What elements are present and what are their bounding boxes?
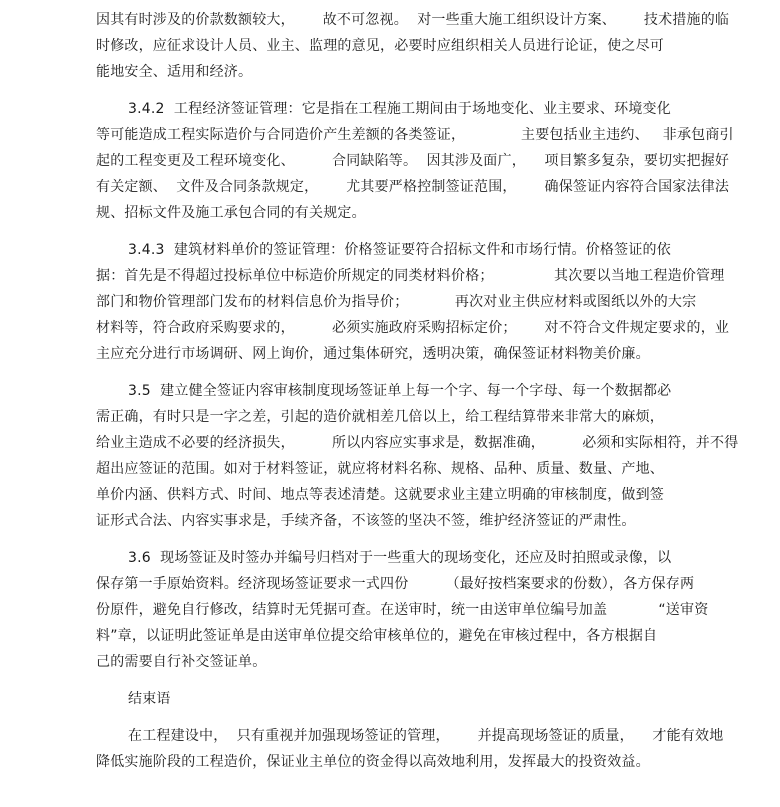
paragraph-line: 给业主造成不必要的经济损失， 所以内容应实事求是，数据准确， 必须和实际相符，并不得 [96,435,739,451]
paragraph-line: 降低实施阶段的工程造价，保证业主单位的资金得以高效地利用，发挥最大的投资效益。 [96,754,650,770]
paragraph-line: 料”章，以证明此签证单是由送审单位提交给审核单位的，避免在审核过程中，各方根据自 [96,628,658,644]
paragraph-line: 主应充分进行市场调研、网上询价，通过集体研究，透明决策，确保签证材料物美价廉。 [96,346,650,362]
paragraph-line: 等可能造成工程实际造价与合同造价产生差额的各类签证， 主要包括业主违约、 非承包商引 [96,127,734,143]
section-3-4-3-line: 3.4.3 建筑材料单价的签证管理：价格签证要符合招标文件和市场行情。价格签证的依 [128,242,671,258]
paragraph-line: 需正确，有时只是一字之差，引起的造价就相差几倍以上，给工程结算带来非常大的麻烦， [96,409,664,425]
section-3-4-2-line: 3.4.2 工程经济签证管理：它是指在工程施工期间由于场地变化、业主要求、环境变化 [128,101,671,117]
section-3-6-line: 3.6 现场签证及时签办并编号归档对于一些重大的现场变化，还应及时拍照或录像，以 [128,550,672,566]
paragraph-line: 保存第一手原始资料。经济现场签证要求一式四份 （最好按档案要求的份数），各方保存两 [96,576,695,592]
paragraph-line: 在工程建设中， 只有重视并加强现场签证的管理， 并提高现场签证的质量， 才能有效地 [128,728,724,744]
paragraph-line: 起的工程变更及工程环境变化、 合同缺陷等。 因其涉及面广， 项目繁多复杂，要切实把握好 [96,153,730,169]
paragraph-line: 证形式合法、内容实事求是，手续齐备，不该签的坚决不签，维护经济签证的严肃性。 [96,513,636,529]
paragraph-line: 材料等，符合政府采购要求的， 必须实施政府采购招标定价； 对不符合文件规定要求的，业 [96,320,730,336]
paragraph-line: 份原件，避免自行修改，结算时无凭据可查。在送审时，统一由送审单位编号加盖 “送审资 [96,602,709,618]
paragraph-line: 因其有时涉及的价款数额较大， 故不可忽视。 对一些重大施工组织设计方案、 技术措施的临 [96,12,730,28]
paragraph-line: 有关定额、 文件及合同条款规定， 尤其要严格控制签证范围， 确保签证内容符合国家法律法 [96,179,730,195]
paragraph-line: 时修改，应征求设计人员、业主、监理的意见，必要时应组织相关人员进行论证，使之尽可 [96,38,664,54]
paragraph-line: 部门和物价管理部门发布的材料信息价为指导价； 再次对业主供应材料或图纸以外的大宗 [96,294,697,310]
conclusion-heading: 结束语 [128,691,171,707]
paragraph-line: 超出应签证的范围。如对于材料签证，就应将材料名称、规格、品种、质量、数量、产地、 [96,461,664,477]
paragraph-line: 规、招标文件及施工承包合同的有关规定。 [96,205,366,221]
paragraph-line: 单价内涵、供料方式、时间、地点等表述清楚。这就要求业主建立明确的审核制度，做到签 [96,487,664,503]
paragraph-line: 据：首先是不得超过投标单位中标造价所规定的同类材料价格； 其次要以当地工程造价管理 [96,268,725,284]
paragraph-line: 己的需要自行补交签证单。 [96,654,267,670]
section-3-5-line: 3.5 建立健全签证内容审核制度现场签证单上每一个字、每一个字母、每一个数据都必 [128,383,672,399]
paragraph-line: 能地安全、适用和经济。 [96,64,253,80]
